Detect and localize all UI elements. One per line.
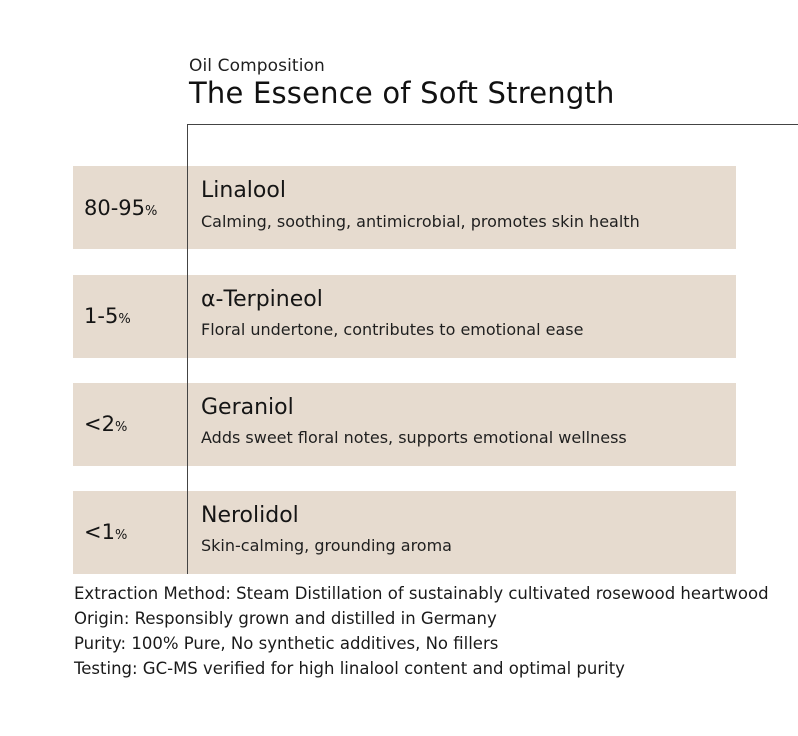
percent-symbol: % — [145, 204, 158, 219]
table-row — [73, 383, 736, 466]
column-divider — [187, 124, 188, 574]
component-percentage — [84, 304, 131, 328]
percentage-value: <1 — [84, 520, 115, 544]
page-title: The Essence of Soft Strength — [189, 76, 615, 110]
component-name: α-Terpineol — [201, 287, 323, 312]
percentage-value: 80-95 — [84, 196, 146, 220]
component-description: Calming, soothing, antimicrobial, promotes skin health — [201, 212, 640, 231]
purity: Purity: 100% Pure, No synthetic additives, No fillers — [74, 634, 499, 653]
component-percentage — [84, 520, 127, 544]
percentage-value: <2 — [84, 412, 115, 436]
origin: Origin: Responsibly grown and distilled in Germany — [74, 609, 497, 628]
component-percentage — [84, 196, 157, 220]
percent-symbol: % — [114, 528, 128, 543]
section-eyebrow: Oil Composition — [189, 56, 325, 76]
component-description: Adds sweet floral notes, supports emotional wellness — [201, 428, 627, 447]
extraction-method: Extraction Method: Steam Distillation of sustainably cultivated rosewood heartwood — [74, 584, 769, 603]
table-row — [73, 166, 736, 249]
testing: Testing: GC-MS verified for high linalool content and optimal purity — [74, 659, 625, 678]
percent-symbol: % — [118, 312, 131, 327]
percent-symbol: % — [114, 420, 128, 435]
table-row — [73, 275, 736, 358]
product-details — [74, 581, 774, 681]
header-rule — [187, 124, 798, 125]
component-name: Nerolidol — [201, 503, 299, 528]
percentage-value: 1-5 — [84, 304, 119, 328]
table-row — [73, 491, 736, 574]
component-description: Skin-calming, grounding aroma — [201, 536, 452, 555]
component-name: Geraniol — [201, 395, 294, 420]
component-name: Linalool — [201, 178, 286, 203]
component-percentage — [84, 412, 127, 436]
component-description: Floral undertone, contributes to emotional ease — [201, 320, 584, 339]
